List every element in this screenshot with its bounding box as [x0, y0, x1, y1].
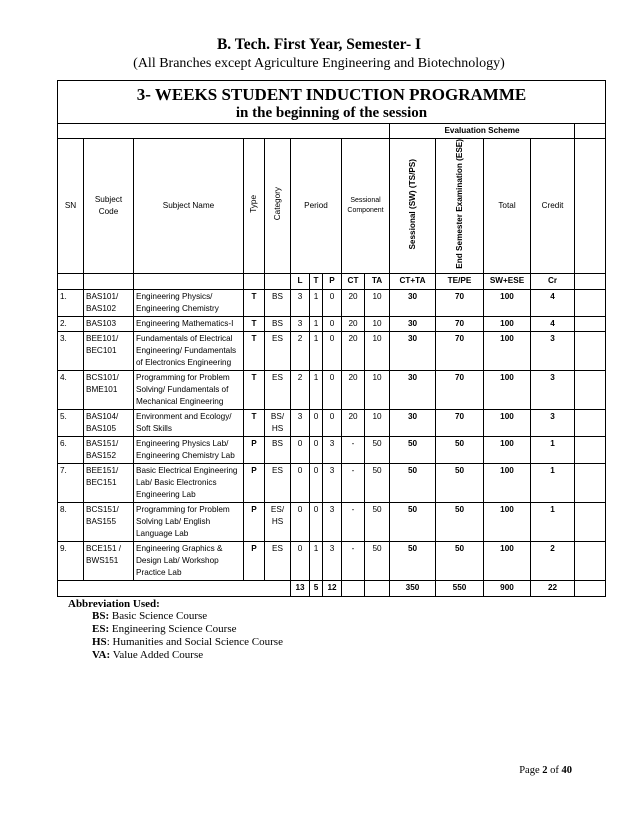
cell-code: BCS101/ BME101: [84, 370, 134, 409]
cell-category: ES: [265, 463, 291, 502]
cell-t: 0: [310, 436, 323, 463]
header-sn: SN: [58, 139, 84, 274]
abbreviation-title: Abbreviation Used:: [68, 598, 160, 610]
cell-l: 3: [291, 289, 310, 316]
cell-ct: -: [342, 541, 365, 580]
cell-sw: 30: [390, 316, 436, 331]
total-total: 900: [484, 580, 531, 596]
cell-total: 100: [484, 409, 531, 436]
table-row: [58, 502, 606, 541]
cell-blank: [575, 502, 606, 541]
cell-p: 3: [323, 436, 342, 463]
totals-row: [58, 580, 606, 596]
header-sessional-sw: Sessional (SW) (TS/PS): [390, 139, 436, 274]
cell-code: BAS104/ BAS105: [84, 409, 134, 436]
cell-name: Engineering Graphics & Design Lab/ Workshop Practice Lab: [134, 541, 244, 580]
cell-credit: 3: [531, 370, 575, 409]
cell-sn: 2.: [58, 316, 84, 331]
subheader-t: T: [310, 273, 323, 289]
cell-sn: 5.: [58, 409, 84, 436]
cell-ese: 50: [436, 541, 484, 580]
cell-total: 100: [484, 316, 531, 331]
cell-sw: 30: [390, 289, 436, 316]
cell-l: 3: [291, 316, 310, 331]
cell-name: Environment and Ecology/ Soft Skills: [134, 409, 244, 436]
table-row: [58, 463, 606, 502]
cell-t: 1: [310, 289, 323, 316]
total-p: 12: [323, 580, 342, 596]
cell-sn: 6.: [58, 436, 84, 463]
cell-type: P: [244, 463, 265, 502]
cell-ese: 50: [436, 436, 484, 463]
cell-ese: 70: [436, 289, 484, 316]
cell-p: 3: [323, 541, 342, 580]
induction-banner: [58, 81, 606, 124]
cell-ese: 70: [436, 370, 484, 409]
cell-l: 2: [291, 331, 310, 370]
cell-type: T: [244, 370, 265, 409]
subheader-p: P: [323, 273, 342, 289]
cell-name: Fundamentals of Electrical Engineering/ Fundamentals of Electronics Engineering: [134, 331, 244, 370]
cell-p: 0: [323, 289, 342, 316]
cell-type: P: [244, 436, 265, 463]
curriculum-table: [57, 80, 606, 597]
table-row: [58, 370, 606, 409]
cell-name: Engineering Physics/ Engineering Chemistry: [134, 289, 244, 316]
cell-sw: 30: [390, 409, 436, 436]
cell-ct: 20: [342, 316, 365, 331]
cell-l: 0: [291, 463, 310, 502]
cell-l: 3: [291, 409, 310, 436]
cell-total: 100: [484, 463, 531, 502]
cell-p: 0: [323, 370, 342, 409]
cell-blank: [575, 409, 606, 436]
cell-ct: -: [342, 436, 365, 463]
table-row: [58, 331, 606, 370]
cell-sn: 7.: [58, 463, 84, 502]
cell-sw: 50: [390, 463, 436, 502]
cell-t: 1: [310, 316, 323, 331]
cell-blank: [575, 331, 606, 370]
header-subject-code: Subject Code: [84, 139, 134, 274]
cell-code: BCE151 / BWS151: [84, 541, 134, 580]
cell-sn: 8.: [58, 502, 84, 541]
abbreviation-item: ES: Engineering Science Course: [92, 623, 237, 635]
subheader-ct: CT: [342, 273, 365, 289]
banner-line-1: 3- WEEKS STUDENT INDUCTION PROGRAMME: [136, 85, 527, 104]
cell-ta: 10: [365, 331, 390, 370]
cell-ta: 10: [365, 289, 390, 316]
cell-ta: 10: [365, 316, 390, 331]
cell-name: Engineering Mathematics-I: [134, 316, 244, 331]
subject-rows: [58, 289, 606, 596]
cell-type: T: [244, 289, 265, 316]
subheader-cr: Cr: [531, 273, 575, 289]
cell-total: 100: [484, 502, 531, 541]
cell-name: Basic Electrical Engineering Lab/ Basic Electronics Engineering Lab: [134, 463, 244, 502]
cell-ese: 70: [436, 316, 484, 331]
cell-category: ES: [265, 370, 291, 409]
cell-credit: 2: [531, 541, 575, 580]
cell-ct: 20: [342, 370, 365, 409]
cell-l: 0: [291, 541, 310, 580]
cell-ese: 70: [436, 331, 484, 370]
cell-p: 0: [323, 316, 342, 331]
subheader-sw-ese: SW+ESE: [484, 273, 531, 289]
cell-ct: -: [342, 463, 365, 502]
cell-code: BCS151/ BAS155: [84, 502, 134, 541]
cell-ta: 50: [365, 436, 390, 463]
cell-sw: 30: [390, 331, 436, 370]
page-subtitle: (All Branches except Agriculture Engineering and Biotechnology): [133, 56, 505, 71]
cell-sw: 50: [390, 502, 436, 541]
cell-sw: 50: [390, 541, 436, 580]
abbreviation-block: [68, 598, 283, 662]
table-row: [58, 436, 606, 463]
subheader-ct-ta: CT+TA: [390, 273, 436, 289]
cell-t: 0: [310, 502, 323, 541]
total-ese: 550: [436, 580, 484, 596]
header-type: Type: [244, 139, 265, 274]
total-credit: 22: [531, 580, 575, 596]
table-row: [58, 289, 606, 316]
cell-type: P: [244, 541, 265, 580]
cell-credit: 3: [531, 331, 575, 370]
subheader-row: [58, 273, 606, 289]
cell-ta: 10: [365, 409, 390, 436]
cell-total: 100: [484, 436, 531, 463]
cell-blank: [575, 541, 606, 580]
cell-category: BS/ HS: [265, 409, 291, 436]
cell-total: 100: [484, 331, 531, 370]
cell-credit: 1: [531, 502, 575, 541]
cell-l: 0: [291, 436, 310, 463]
cell-sn: 1.: [58, 289, 84, 316]
cell-ta: 10: [365, 370, 390, 409]
cell-p: 0: [323, 409, 342, 436]
cell-ct: 20: [342, 289, 365, 316]
evaluation-scheme-header: Evaluation Scheme: [390, 124, 575, 139]
cell-ct: 20: [342, 409, 365, 436]
cell-ct: 20: [342, 331, 365, 370]
cell-t: 1: [310, 541, 323, 580]
cell-code: BAS101/ BAS102: [84, 289, 134, 316]
header-period: Period: [291, 139, 342, 274]
cell-name: Programming for Problem Solving/ Fundamentals of Mechanical Engineering: [134, 370, 244, 409]
totals-label-blank: [58, 580, 291, 596]
total-t: 5: [310, 580, 323, 596]
cell-category: ES: [265, 331, 291, 370]
cell-ese: 70: [436, 409, 484, 436]
cell-l: 2: [291, 370, 310, 409]
cell-category: BS: [265, 316, 291, 331]
cell-category: BS: [265, 436, 291, 463]
eval-spacer-right: [575, 124, 606, 139]
cell-total: 100: [484, 541, 531, 580]
cell-t: 1: [310, 331, 323, 370]
cell-ese: 50: [436, 463, 484, 502]
header-sessional-component: Sessional Component: [342, 139, 390, 274]
cell-p: 3: [323, 502, 342, 541]
subheader-te-pe: TE/PE: [436, 273, 484, 289]
cell-sn: 9.: [58, 541, 84, 580]
cell-sn: 4.: [58, 370, 84, 409]
page-title: B. Tech. First Year, Semester- I: [216, 36, 422, 53]
cell-type: P: [244, 502, 265, 541]
table-row: [58, 409, 606, 436]
cell-blank: [575, 463, 606, 502]
cell-t: 0: [310, 463, 323, 502]
cell-credit: 1: [531, 463, 575, 502]
abbreviation-item: BS: Basic Science Course: [92, 610, 208, 622]
cell-category: ES/ HS: [265, 502, 291, 541]
cell-credit: 4: [531, 289, 575, 316]
cell-t: 1: [310, 370, 323, 409]
cell-blank: [575, 436, 606, 463]
total-sw: 350: [390, 580, 436, 596]
cell-ct: -: [342, 502, 365, 541]
subheader-l: L: [291, 273, 310, 289]
cell-code: BEE151/ BEC151: [84, 463, 134, 502]
eval-spacer: [58, 124, 390, 139]
subheader-ta: TA: [365, 273, 390, 289]
cell-t: 0: [310, 409, 323, 436]
cell-category: ES: [265, 541, 291, 580]
cell-type: T: [244, 331, 265, 370]
cell-credit: 1: [531, 436, 575, 463]
cell-name: Engineering Physics Lab/ Engineering Chemistry Lab: [134, 436, 244, 463]
header-total: Total: [484, 139, 531, 274]
header-subject-name: Subject Name: [134, 139, 244, 274]
page-number: Page 2 of 40: [519, 765, 572, 776]
cell-credit: 4: [531, 316, 575, 331]
cell-code: BAS103: [84, 316, 134, 331]
cell-total: 100: [484, 289, 531, 316]
cell-type: T: [244, 316, 265, 331]
cell-l: 0: [291, 502, 310, 541]
table-row: [58, 541, 606, 580]
abbreviation-item: HS: Humanities and Social Science Course: [92, 636, 283, 648]
abbreviation-item: VA: Value Added Course: [92, 649, 204, 661]
cell-category: BS: [265, 289, 291, 316]
cell-sw: 30: [390, 370, 436, 409]
header-end-semester: End Semester Examination (ESE): [436, 139, 484, 274]
cell-credit: 3: [531, 409, 575, 436]
cell-ta: 50: [365, 463, 390, 502]
header-blank: [575, 139, 606, 274]
cell-sn: 3.: [58, 331, 84, 370]
cell-blank: [575, 289, 606, 316]
cell-code: BAS151/ BAS152: [84, 436, 134, 463]
banner-line-2: in the beginning of the session: [235, 105, 428, 121]
cell-total: 100: [484, 370, 531, 409]
cell-p: 3: [323, 463, 342, 502]
cell-sw: 50: [390, 436, 436, 463]
cell-ese: 50: [436, 502, 484, 541]
cell-code: BEE101/ BEC101: [84, 331, 134, 370]
cell-p: 0: [323, 331, 342, 370]
cell-ta: 50: [365, 502, 390, 541]
cell-blank: [575, 370, 606, 409]
cell-name: Programming for Problem Solving Lab/ English Language Lab: [134, 502, 244, 541]
curriculum-table-container: [57, 80, 606, 597]
header-category: Category: [265, 139, 291, 274]
total-l: 13: [291, 580, 310, 596]
cell-type: T: [244, 409, 265, 436]
cell-ta: 50: [365, 541, 390, 580]
cell-blank: [575, 316, 606, 331]
header-credit: Credit: [531, 139, 575, 274]
table-row: [58, 316, 606, 331]
